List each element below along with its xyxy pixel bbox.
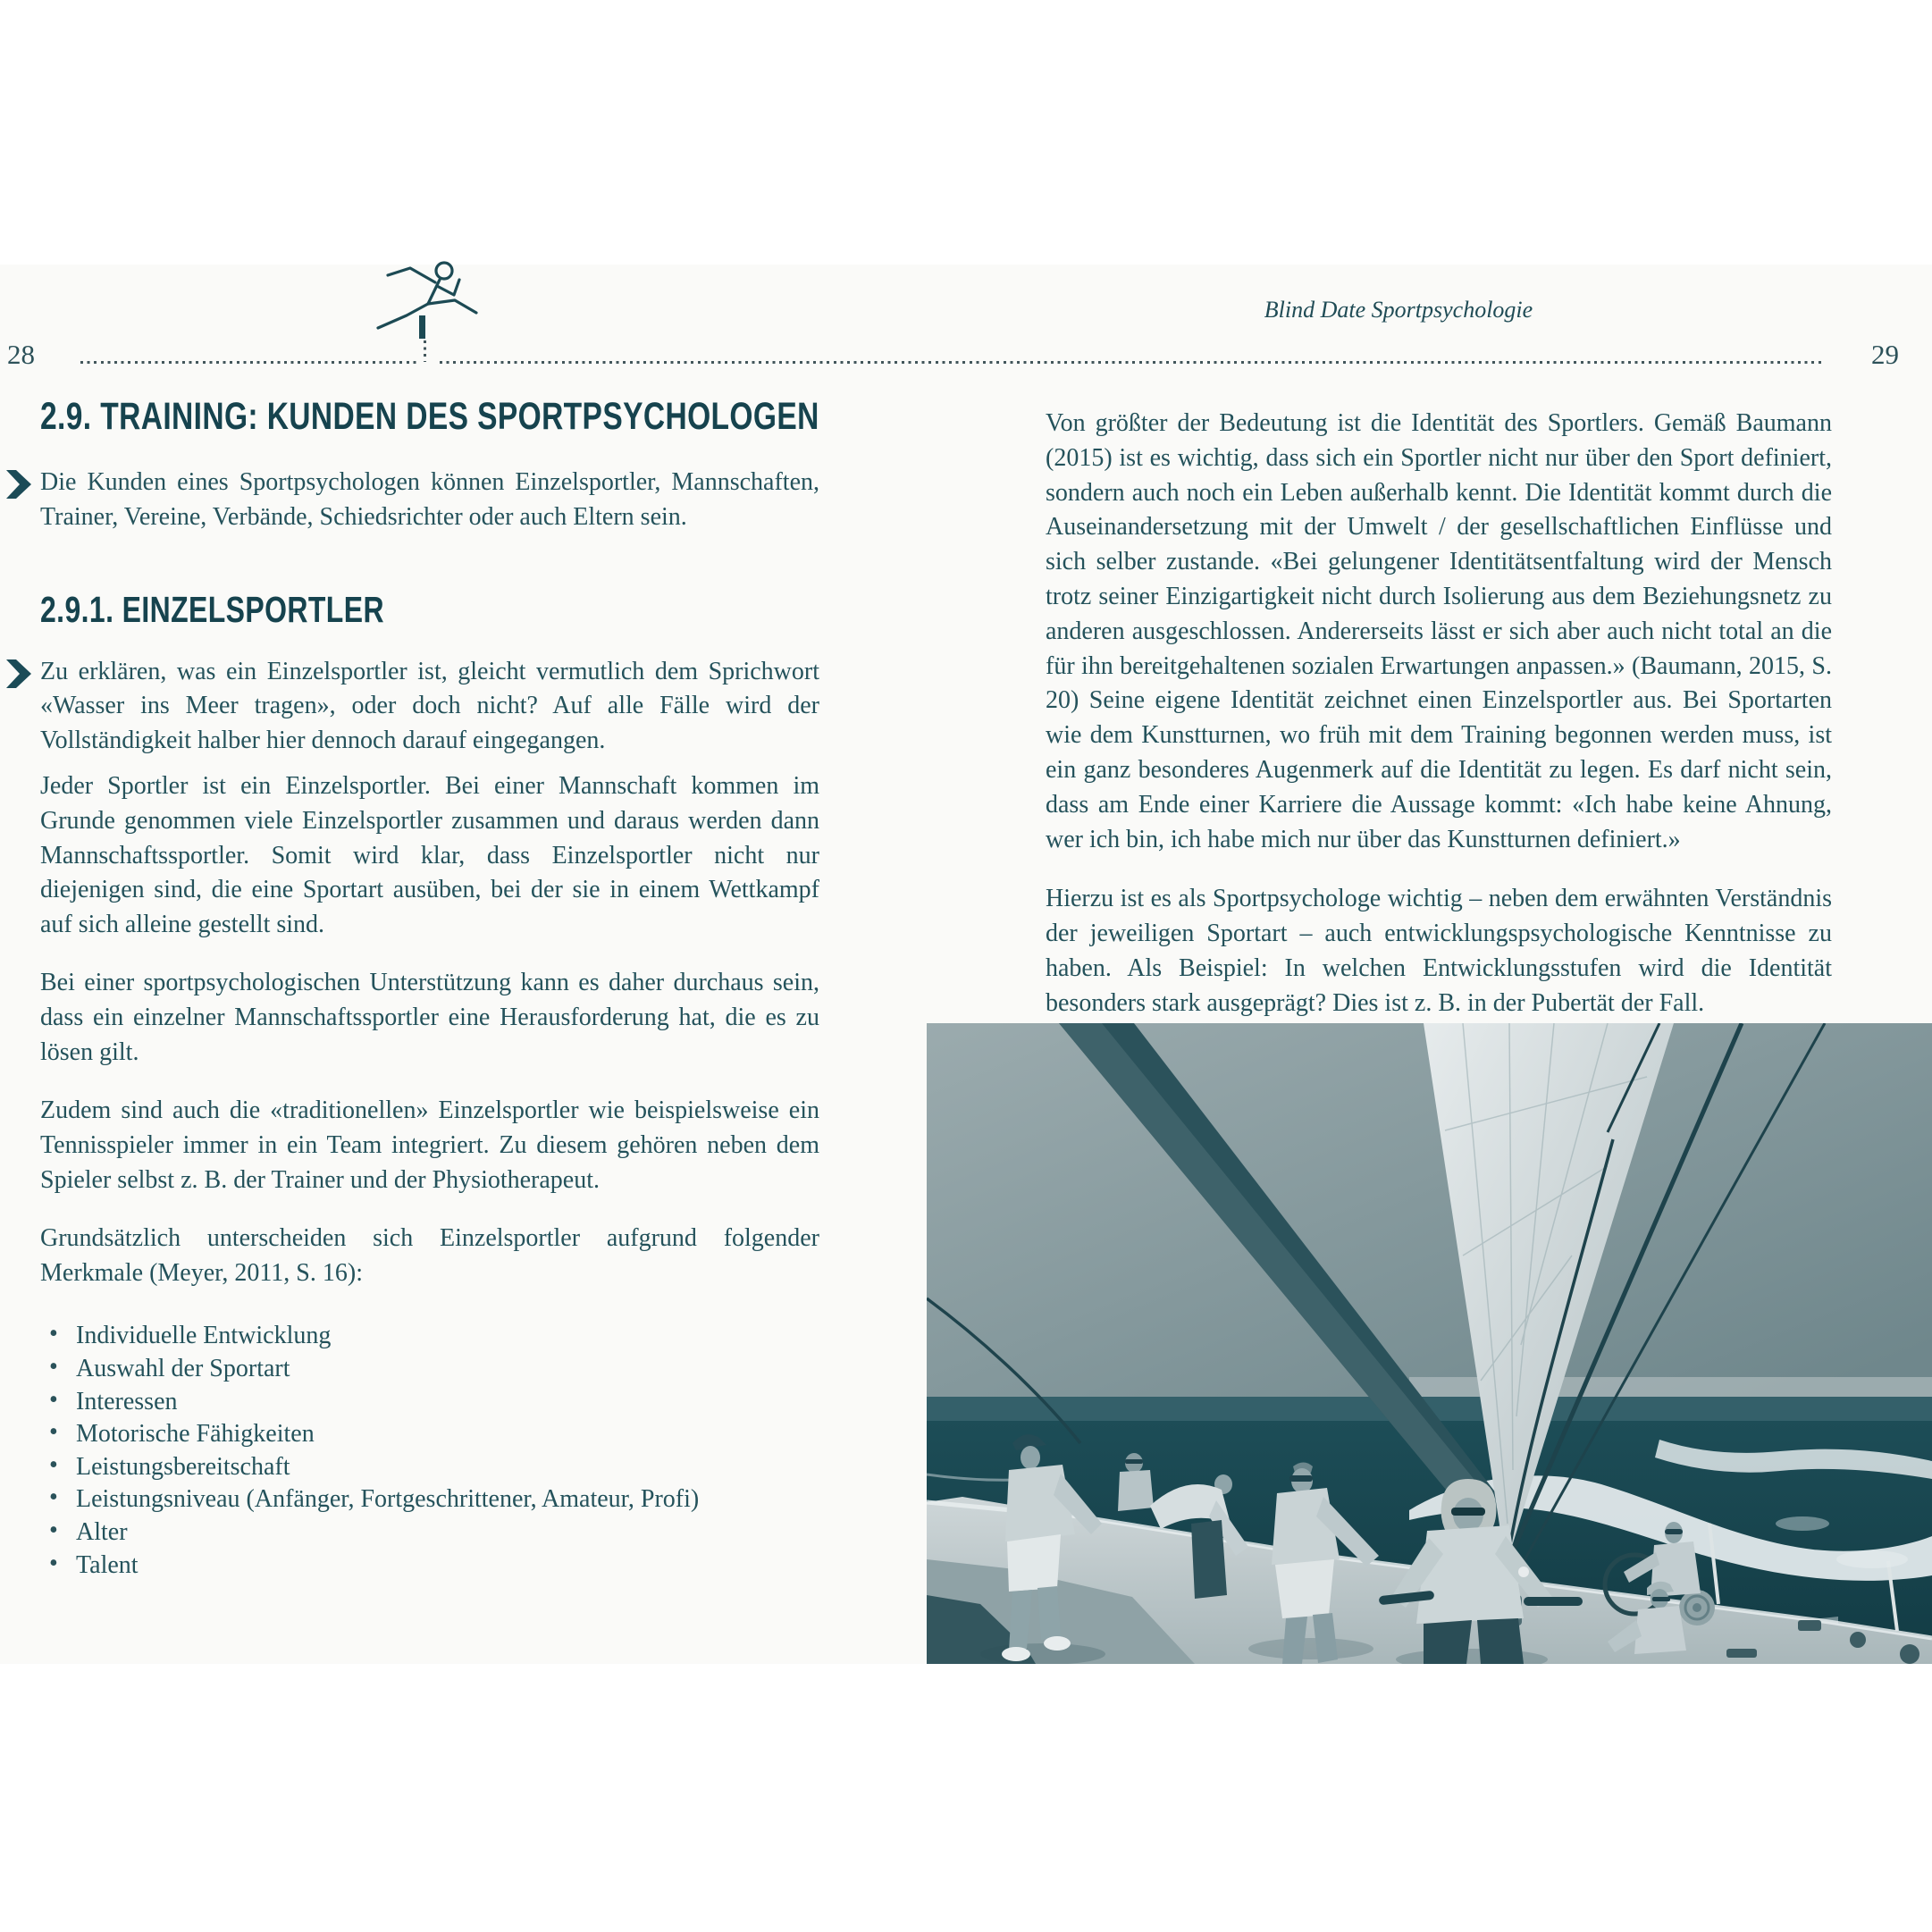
- right-text-column: [1046, 407, 1832, 1021]
- body-paragraph: Bei einer sportpsychologischen Unterstützung kann es daher durchaus sein, dass ein einzelner Mannschaftssportler eine Herausforderung hat, die es zu lösen gilt.: [40, 968, 819, 1066]
- list-item: [40, 1320, 819, 1353]
- bullet-dot-icon: •: [49, 1352, 58, 1381]
- list-item: [40, 1418, 819, 1451]
- list-item-label: Auswahl der Sportart: [76, 1354, 290, 1382]
- list-item: [40, 1353, 819, 1386]
- list-item-label: Leistungsniveau (Anfänger, Fortgeschrittener, Amateur, Profi): [76, 1485, 700, 1514]
- bullet-dot-icon: •: [49, 1418, 58, 1447]
- body-paragraph: Hierzu ist es als Sportpsychologe wichtig – neben dem erwähnten Verständnis der jeweiligen Sportart – auch entwicklungspsychologische Kenntnisse zu haben. Als Beispiel: In welchen Entwicklungsstufen wird die Identität besonders stark ausgeprägt? Dies ist z. B. in der Pubertät der Fall.: [1046, 885, 1832, 1017]
- section-heading: 2.9. TRAINING: KUNDEN DES SPORTPSYCHOLOGEN: [40, 395, 819, 438]
- list-item: [40, 1516, 819, 1550]
- list-item: [40, 1386, 819, 1419]
- list-item-label: Individuelle Entwicklung: [76, 1322, 332, 1350]
- chevron-bullet-icon: [6, 659, 31, 688]
- page-number-right: 29: [1871, 339, 1899, 370]
- running-header: Blind Date Sportpsychologie: [1264, 297, 1533, 323]
- bullet-dot-icon: •: [49, 1516, 58, 1544]
- intro-text: Die Kunden eines Sportpsychologen können Einzelsportler, Mannschaften, Trainer, Vereine, Verbände, Schiedsrichter oder auch Eltern sein.: [40, 468, 819, 531]
- subsection-heading: 2.9.1. EINZELSPORTLER: [40, 588, 384, 630]
- list-item-label: Alter: [76, 1517, 128, 1546]
- hurdle-bar: [419, 315, 425, 339]
- bullet-dot-icon: •: [49, 1320, 58, 1348]
- list-item-label: Leistungsbereitschaft: [76, 1452, 290, 1481]
- left-text-column: [40, 396, 819, 1582]
- dotted-rule-left: [80, 361, 418, 364]
- lead-text: Zu erklären, was ein Einzelsportler ist, gleicht vermutlich dem Sprichwort «Wasser ins Meer tragen», oder doch nicht? Auf alle Fälle wird der Vollständigkeit halber hier dennoch darauf eingegangen.: [40, 657, 819, 755]
- dotted-rule-right: [440, 361, 1823, 364]
- bullet-dot-icon: •: [49, 1549, 58, 1577]
- bullet-dot-icon: •: [49, 1450, 58, 1479]
- list-item: [40, 1451, 819, 1484]
- list-item-label: Interessen: [76, 1387, 178, 1415]
- hurdler-runner-icon: [362, 259, 491, 343]
- body-paragraph: Von größter der Bedeutung ist die Identität des Sportlers. Gemäß Baumann (2015) ist es wichtig, dass sich ein Sportler nicht nur über den Sport definiert, sondern auch noch ein Leben außerhalb kennt. Die Identität kommt durch die Auseinandersetzung mit der Umwelt / der gesellschaftlichen Einflüsse und sich selber zustande. «Bei gelungener Identitätsentfaltung wird der Mensch trotz seiner Einzigartigkeit nicht durch Isolierung aus dem Beziehungsnetz zu anderen ausgeschlossen. Andererseits lässt er sich aber auch nicht total an die für ihn bereitgehaltenen sozialen Erwartungen anpassen.» (Baumann, 2015, S. 20) Seine eigene Identität zeichnet einen Einzelsportler aus. Bei Sportarten wie dem Kunstturnen, wo früh mit dem Training begonnen werden muss, ist ein ganz besonderes Augenmerk auf die Identität zu legen. Es darf nicht sein, dass am Ende einer Karriere die Aussage kommt: «Ich habe keine Ahnung, wer ich bin, ich habe mich nur über das Kunstturnen definiert.»: [1046, 409, 1832, 853]
- chevron-bullet-icon: [6, 470, 31, 499]
- list-item: [40, 1483, 819, 1516]
- body-paragraph: Jeder Sportler ist ein Einzelsportler. Bei einer Mannschaft kommen im Grunde genommen viele Einzelsportler zusammen und daraus werden dann Mannschaftssportler. Somit wird klar, dass Einzelsportler nicht nur diejenigen sind, die eine Sportart ausüben, bei der sie in einem Wettkampf auf sich alleine gestellt sind.: [40, 771, 819, 939]
- body-paragraph: Zudem sind auch die «traditionellen» Einzelsportler wie beispielsweise ein Tennisspieler immer in ein Team integriert. Zu diesem gehören neben dem Spieler selbst z. B. der Trainer und der Physiotherapeut.: [40, 1096, 819, 1194]
- sailing-crew-photo: [927, 1023, 1932, 1664]
- list-item-label: Talent: [76, 1550, 139, 1579]
- section-intro-paragraph: [40, 466, 819, 535]
- merkmale-bullet-list: [40, 1320, 819, 1582]
- lead-paragraph: [40, 655, 819, 759]
- body-paragraph: Grundsätzlich unterscheiden sich Einzelsportler aufgrund folgender Merkmale (Meyer, 2011, S. 16):: [40, 1223, 819, 1287]
- list-item: [40, 1550, 819, 1583]
- page-number-left: 28: [7, 339, 35, 370]
- dotted-rule-vertical: [424, 340, 426, 362]
- list-item-label: Motorische Fähigkeiten: [76, 1420, 315, 1449]
- bullet-dot-icon: •: [49, 1385, 58, 1414]
- bullet-dot-icon: •: [49, 1483, 58, 1512]
